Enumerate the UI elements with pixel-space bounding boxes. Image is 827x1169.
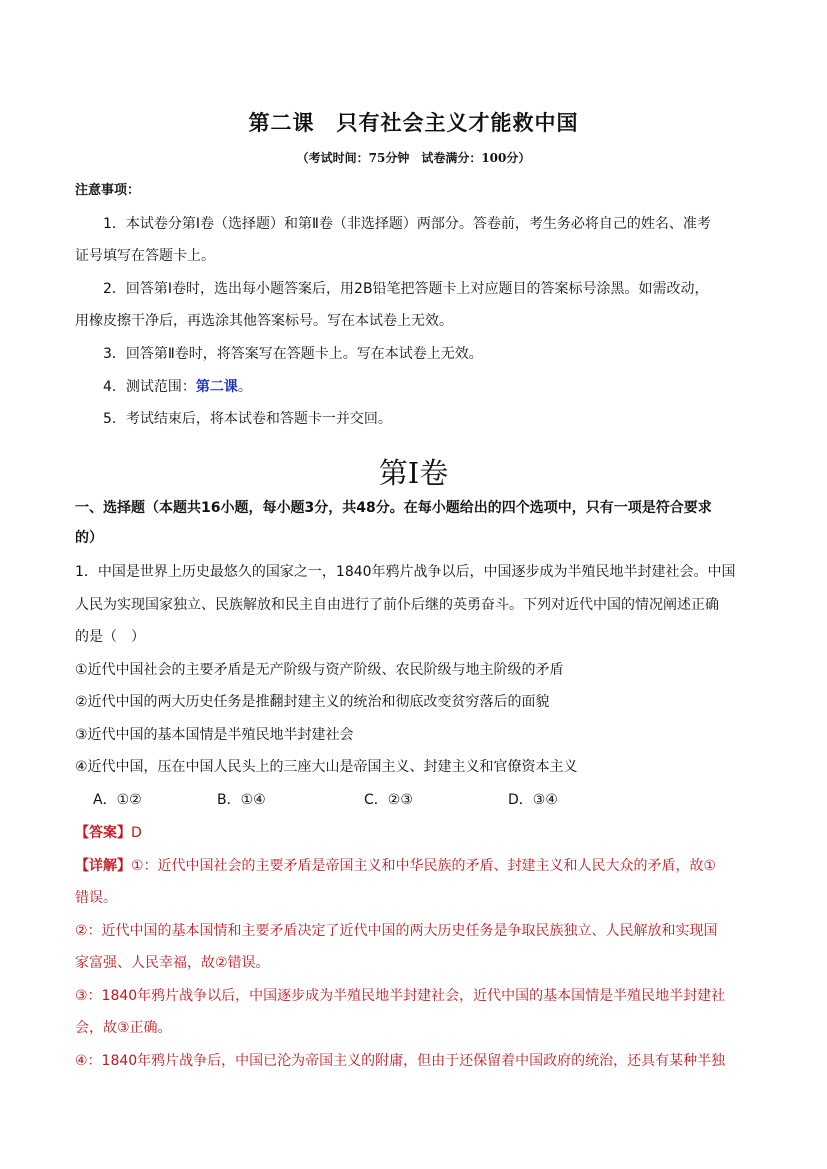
notice-heading: 注意事项： [75,183,141,198]
detail-text-1: ①：近代中国社会的主要矛盾是帝国主义和中华民族的矛盾、封建主义和人民大众的矛盾，故① [131,858,717,874]
option-c: C．②③ [364,792,413,808]
option-b: B．①④ [217,792,266,808]
question-1-statement-3: ③近代中国的基本国情是半殖民地半封建社会 [75,727,354,743]
question-1-statement-4: ④近代中国，压在中国人民头上的三座大山是帝国主义、封建主义和官僚资本主义 [75,759,578,775]
detail-line-2: 错误。 [75,890,117,906]
detail-line-7: ④：1840年鸦片战争后，中国已沦为帝国主义的附庸，但由于还保留着中国政府的统治，还具有某种半独 [75,1053,726,1069]
notice-item-2-line-1: 2．回答第Ⅰ卷时，选出每小题答案后，用2B铅笔把答题卡上对应题目的答案标号涂黑。如需改动， [103,281,709,297]
detail-label: 【详解】 [75,858,131,874]
answer-label: 【答案】 [75,825,131,841]
section-intro-line-1: 一、选择题（本题共16小题，每小题3分，共48分。在每小题给出的四个选项中，只有一项是符合要求 [75,500,712,516]
detail-line-4: 家富强、人民幸福，故②错误。 [75,955,270,971]
question-1-statement-1: ①近代中国社会的主要矛盾是无产阶级与资产阶级、农民阶级与地主阶级的矛盾 [75,662,564,678]
detail-line-6: 会，故③正确。 [75,1020,172,1036]
question-1-stem-line-2: 人民为实现国家独立、民族解放和民主自由进行了前仆后继的英勇奋斗。下列对近代中国的情况阐述正确 [75,597,719,613]
page-title: 第二课 只有社会主义才能救中国 [248,111,579,135]
notice-item-1-line-1: 1．本试卷分第Ⅰ卷（选择题）和第Ⅱ卷（非选择题）两部分。答卷前，考生务必将自己的姓名、准考 [103,216,711,232]
test-scope-value: 第二课 [195,379,238,395]
notice-item-4-suffix: 。 [237,379,252,395]
answer-value: D [131,825,142,841]
notice-item-2-line-2: 用橡皮擦干净后，再选涂其他答案标号。写在本试卷上无效。 [75,313,453,329]
notice-item-1-line-2: 证号填写在答题卡上。 [75,248,215,264]
question-1-stem-line-1: 1．中国是世界上历史最悠久的国家之一，1840年鸦片战争以后，中国逐步成为半殖民地半封建社会。中国 [75,564,736,580]
section-intro-line-2: 的） [75,530,103,546]
detail-line-1 [75,856,716,876]
option-d: D．③④ [508,792,558,808]
answer-line [75,823,142,843]
option-a: A．①② [93,792,142,808]
notice-item-5: 5．考试结束后，将本试卷和答题卡一并交回。 [103,411,392,427]
question-1-stem-line-3: 的是（ ） [75,629,145,645]
section-title: 第Ⅰ卷 [378,456,449,490]
question-1-statement-2: ②近代中国的两大历史任务是推翻封建主义的统治和彻底改变贫穷落后的面貌 [75,694,550,710]
notice-item-4 [103,377,252,397]
exam-info-subtitle: （考试时间：75分钟 试卷满分：100分） [296,151,531,165]
notice-item-4-prefix: 4．测试范围： [103,379,196,395]
notice-item-3: 3．回答第Ⅱ卷时，将答案写在答题卡上。写在本试卷上无效。 [103,346,483,362]
detail-line-3: ②：近代中国的基本国情和主要矛盾决定了近代中国的两大历史任务是争取民族独立、人民解放和实现国 [75,923,718,939]
detail-line-5: ③：1840年鸦片战争以后，中国逐步成为半殖民地半封建社会，近代中国的基本国情是半殖民地半封建社 [75,988,726,1004]
